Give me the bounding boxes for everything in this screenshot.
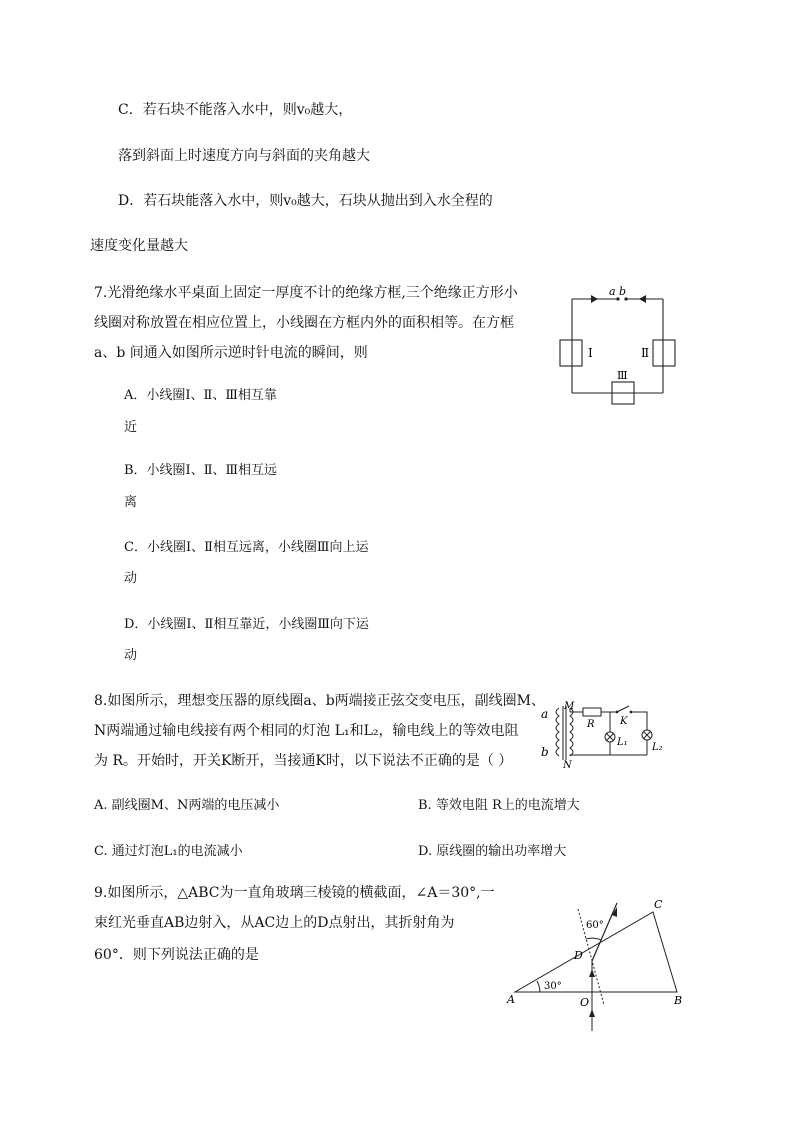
arrow-left-icon <box>639 295 646 303</box>
q8-option-d: D. 原线圈的输出功率增大 <box>418 844 567 859</box>
primary-coil <box>556 708 559 756</box>
label-l2: L₂ <box>652 742 663 753</box>
q8-stem-line3: 为 R。开始时，开关K断开，当接通K时，以下说法不正确的是（ ） <box>94 753 513 769</box>
angle-60-arc <box>586 938 601 940</box>
label-a: a <box>541 707 549 721</box>
q8-option-a: A. 副线圈M、N两端的电压减小 <box>94 798 280 813</box>
q6-option-d-line2: 速度变化量越大 <box>90 238 188 254</box>
q9-stem-line1: 9.如图所示，△ABC为一直角玻璃三棱镜的横截面，∠A＝30°,一 <box>94 885 495 901</box>
label-b: B <box>674 994 683 1007</box>
q8-stem-line2: N两端通过输电线接有两个相同的灯泡 L₁和L₂，输电线上的等效电阻 <box>94 723 519 739</box>
label-b: b <box>541 745 549 759</box>
arrow-right-icon <box>591 295 598 303</box>
label-n: N <box>563 760 572 770</box>
label-o: O <box>580 996 590 1009</box>
label-angle-60: 60° <box>586 920 604 931</box>
label-coil-2: Ⅱ <box>641 346 650 360</box>
resistor-r <box>583 708 601 716</box>
q7-option-b-line1: B．小线圈Ⅰ、Ⅱ、Ⅲ相互远 <box>124 463 278 478</box>
wire-bottom <box>570 755 647 756</box>
secondary-coil <box>570 708 573 756</box>
q7-stem-line3: a、b 间通入如图所示逆时针电流的瞬间，则 <box>94 345 368 361</box>
q6-option-d-line1: D．若石块能落入水中，则v₀越大，石块从抛出到入水全程的 <box>118 193 493 209</box>
q7-stem-line1: 7.光滑绝缘水平桌面上固定一厚度不计的绝缘方框,三个绝缘正方形小 <box>94 285 518 301</box>
q8-option-b: B. 等效电阻 R上的电流增大 <box>418 798 580 813</box>
label-m: M <box>564 701 575 712</box>
q7-option-d-line2: 动 <box>124 648 138 663</box>
label-angle-30: 30° <box>544 981 562 992</box>
q7-stem-line2: 线圈对称放置在相应位置上，小线圈在方框内外的面积相等。在方框 <box>94 315 514 331</box>
wire-top-3 <box>631 712 647 730</box>
q9-stem-line2: 束红光垂直AB边射入，从AC边上的D点射出，其折射角为 <box>94 915 455 931</box>
switch-k-contact-1 <box>616 711 619 714</box>
angle-30-arc <box>537 981 540 992</box>
switch-k-contact-2 <box>630 711 633 714</box>
label-r: R <box>587 719 595 730</box>
label-a: A <box>507 993 515 1006</box>
q9-prism-diagram <box>500 895 700 1035</box>
refracted-ray <box>592 903 617 961</box>
q7-option-b-line2: 离 <box>124 495 138 510</box>
q6-option-c-line2: 落到斜面上时速度方向与斜面的夹角越大 <box>118 148 370 164</box>
coil-1 <box>560 340 582 366</box>
label-b: b <box>619 285 627 298</box>
ray-arrow-middle-icon <box>589 969 595 977</box>
label-coil-1: Ⅰ <box>588 346 593 360</box>
q8-transformer-circuit-diagram <box>535 700 670 770</box>
switch-k-blade <box>617 706 629 712</box>
q7-option-d-line1: D．小线圈Ⅰ、Ⅱ相互靠近，小线圈Ⅲ向下运 <box>124 617 369 632</box>
label-d: D <box>574 949 583 962</box>
q7-option-a-line2: 近 <box>124 420 138 435</box>
q7-option-c-line2: 动 <box>124 571 138 586</box>
label-k: K <box>620 716 628 727</box>
q7-option-c-line1: C．小线圈Ⅰ、Ⅱ相互远离，小线圈Ⅲ向上运 <box>124 540 369 555</box>
q9-stem-line3: 60°．则下列说法正确的是 <box>94 947 259 963</box>
q7-option-a-line1: A．小线圈Ⅰ、Ⅱ、Ⅲ相互靠 <box>124 388 277 403</box>
q8-option-c: C. 通过灯泡L₁的电流减小 <box>94 844 243 859</box>
q6-option-c-line1: C．若石块不能落入水中，则v₀越大， <box>118 102 353 118</box>
coil-2 <box>653 340 675 366</box>
label-c: C <box>654 898 663 911</box>
q7-coil-frame-diagram <box>555 283 685 413</box>
label-l1: L₁ <box>617 737 628 748</box>
ray-arrow-bottom-icon <box>589 1009 595 1017</box>
label-coil-3: Ⅲ <box>617 369 628 382</box>
q8-stem-line1: 8.如图所示，理想变压器的原线圈a、b两端接正弦交变电压，副线圈M、 <box>94 693 545 709</box>
label-a: a <box>609 285 616 298</box>
